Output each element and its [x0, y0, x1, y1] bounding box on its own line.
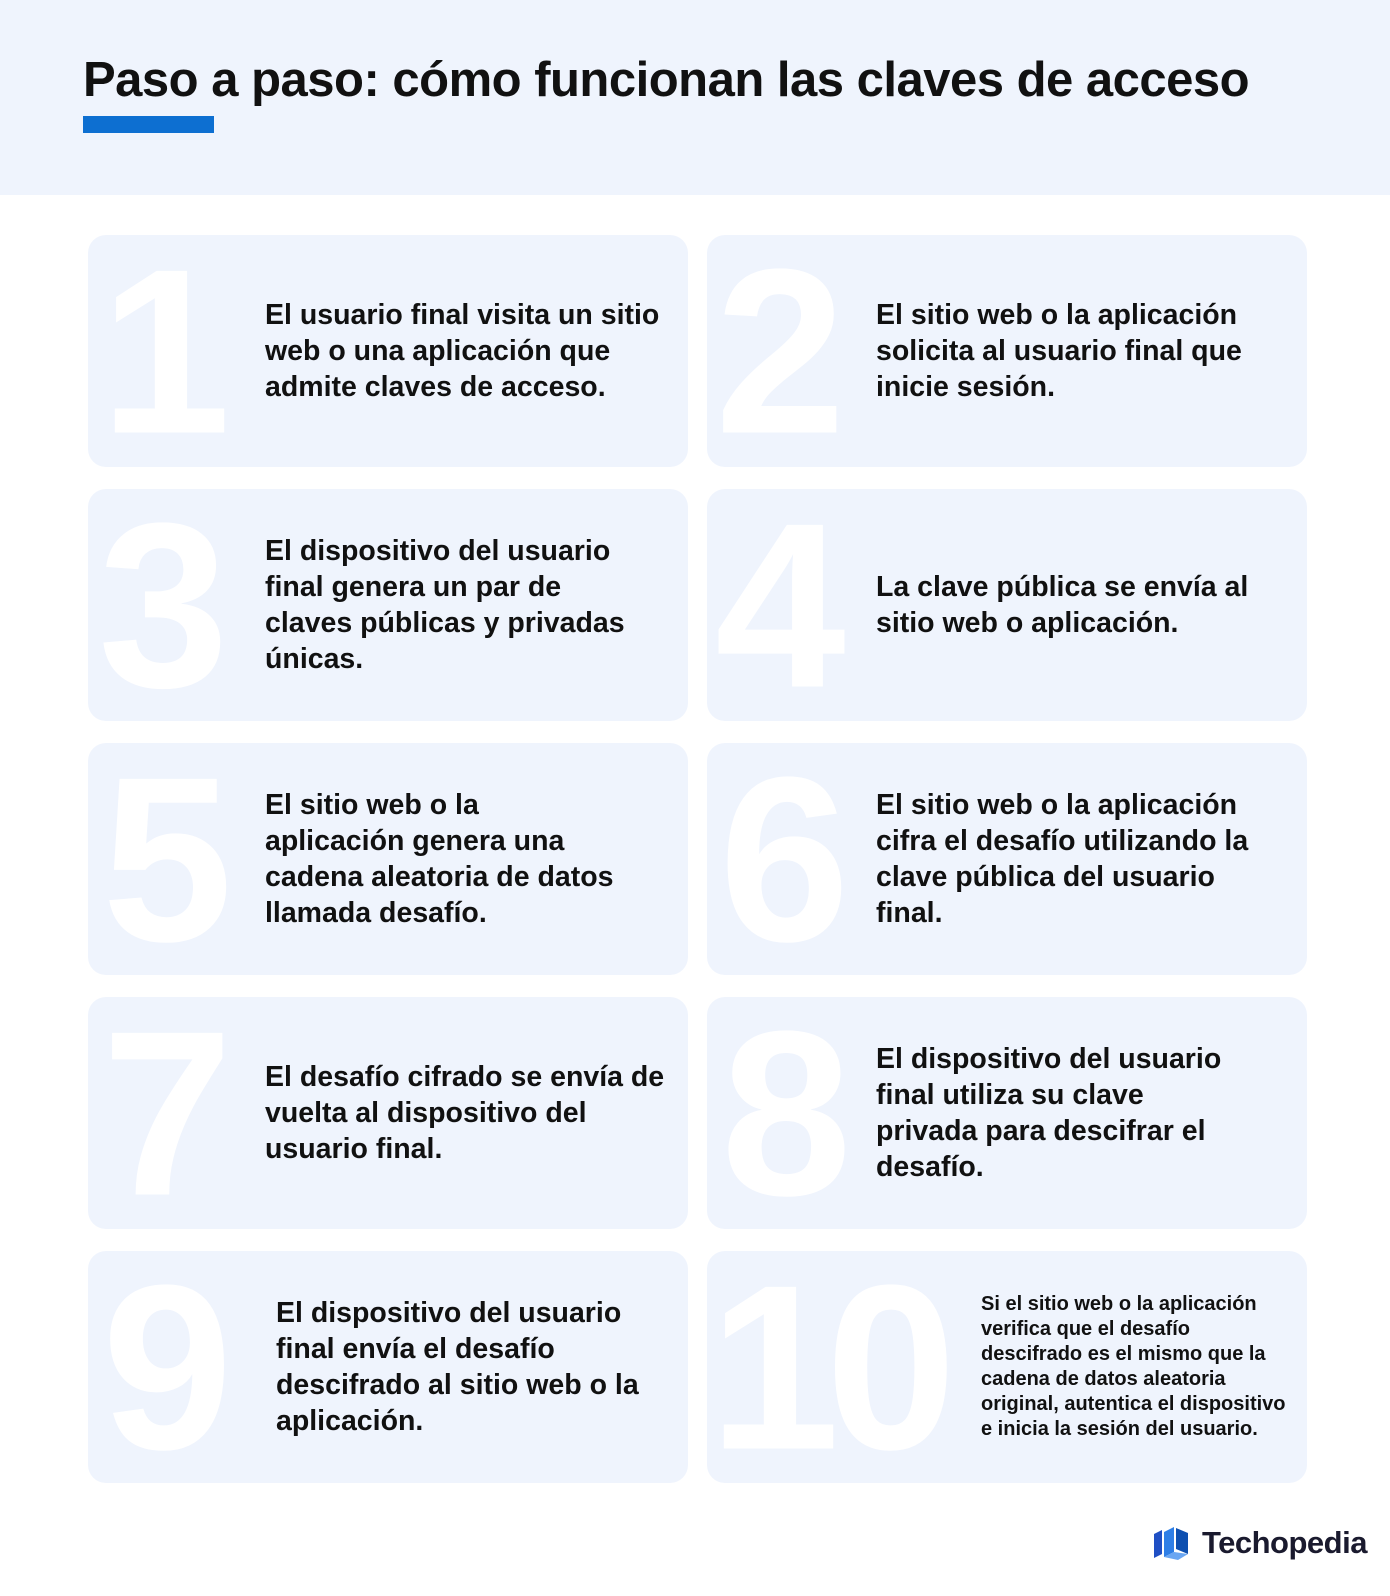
step-card-9 — [88, 1251, 688, 1483]
step-text: El sitio web o la aplicación solicita al usuario final que inicie sesión. — [876, 299, 1242, 403]
step-card-2 — [707, 235, 1307, 467]
step-number: 1 — [100, 235, 221, 467]
step-text: El dispositivo del usuario final utiliza su clave privada para descifrar el desafío. — [876, 1043, 1222, 1183]
step-number: 3 — [98, 489, 219, 721]
techopedia-logo — [1152, 1524, 1367, 1562]
step-text: Si el sitio web o la aplicación verifica que el desafío descifrado es el mismo que la cadena de datos aleatoria original, autentica el dispositivo e inicia la sesión del usuario. — [981, 1293, 1286, 1440]
step-number: 8 — [721, 997, 842, 1229]
step-number: 9 — [102, 1251, 223, 1483]
step-text: El dispositivo del usuario final genera un par de claves públicas y privadas únicas. — [265, 535, 625, 675]
step-number: 2 — [715, 235, 836, 467]
step-card-4 — [707, 489, 1307, 721]
header — [0, 0, 1390, 195]
step-text: El desafío cifrado se envía de vuelta al dispositivo del usuario final. — [265, 1061, 665, 1165]
step-card-5 — [88, 743, 688, 975]
step-text: El dispositivo del usuario final envía el desafío descifrado al sitio web o la aplicación. — [276, 1297, 639, 1437]
step-text: El usuario final visita un sitio web o una aplicación que admite claves de acceso. — [265, 299, 660, 403]
step-card-3 — [88, 489, 688, 721]
techopedia-logo-icon — [1152, 1524, 1192, 1562]
brand-name: Techopedia — [1202, 1525, 1367, 1560]
step-number: 7 — [102, 997, 223, 1229]
step-text: La clave pública se envía al sitio web o aplicación. — [876, 571, 1249, 639]
step-number: 10 — [709, 1251, 943, 1483]
title-underline — [83, 116, 214, 133]
step-number: 5 — [102, 743, 223, 975]
step-text: El sitio web o la aplicación cifra el desafío utilizando la clave pública del usuario final. — [876, 789, 1249, 929]
step-card-6 — [707, 743, 1307, 975]
step-text: El sitio web o la aplicación genera una cadena aleatoria de datos llamada desafío. — [265, 789, 614, 929]
step-card-1 — [88, 235, 688, 467]
step-card-10 — [707, 1251, 1307, 1483]
step-card-8 — [707, 997, 1307, 1229]
step-card-7 — [88, 997, 688, 1229]
page-title: Paso a paso: cómo funcionan las claves de acceso — [83, 53, 1250, 107]
step-number: 6 — [719, 743, 840, 975]
step-number: 4 — [715, 489, 836, 721]
